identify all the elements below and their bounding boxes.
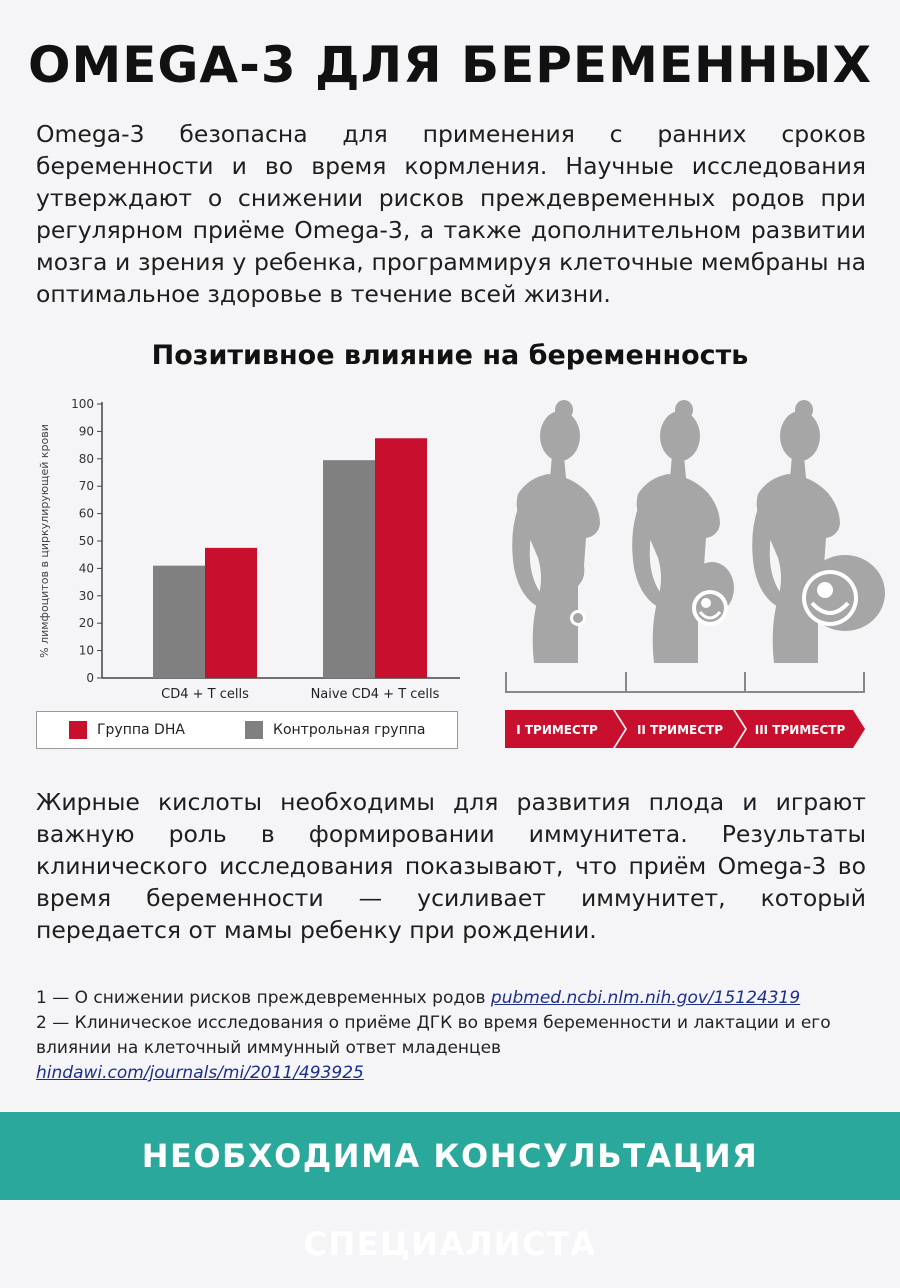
trimester-label-1: I ТРИМЕСТР (516, 723, 598, 737)
y-tick-label: 80 (78, 451, 94, 466)
y-axis-label: % лимфоцитов в циркулирующей крови (38, 424, 51, 658)
silhouette-trimester-2 (632, 400, 734, 663)
silhouette-trimester-3 (752, 400, 885, 663)
y-tick-label: 70 (78, 479, 94, 494)
legend-item-control (245, 721, 425, 739)
y-tick-label: 30 (78, 588, 94, 603)
chart-legend (36, 711, 458, 749)
silhouette-trimester-1 (512, 400, 600, 663)
trimester-label-3: III ТРИМЕСТР (754, 723, 846, 737)
bar-control-1 (153, 566, 205, 678)
x-tick-label: CD4 + T cells (161, 687, 249, 702)
references (36, 986, 866, 1086)
reference-1-link[interactable]: pubmed.ncbi.nlm.nih.gov/15124319 (490, 988, 801, 1008)
reference-2-link[interactable]: hindawi.com/journals/mi/2011/493925 (36, 1063, 364, 1083)
legend-swatch-dha (69, 721, 87, 739)
legend-item-dha (69, 721, 185, 739)
y-tick-label: 60 (78, 506, 94, 521)
y-tick-label: 10 (78, 643, 94, 658)
bar-chart (30, 390, 470, 710)
body-paragraph: Жирные кислоты необходимы для развития плода и играют важную роль в формировании иммунитета. Результаты клинического исследования показывают, что приём Omega-3 во время беременности — усиливает иммунитет, который передается от мамы ребенку при рождении. (36, 788, 866, 944)
y-tick-label: 40 (78, 561, 94, 576)
intro-paragraph: Omega-3 безопасна для применения с ранних сроков беременности и во время кормления. Научные исследования утверждают о снижении рисков преждевременных родов при регулярном приёме Omega-3, а также дополнительном развитии мозга и зрения у ребенка, программируя клеточные мембраны на оптимальное здоровье в течение всей жизни. (36, 120, 866, 308)
footer-banner: НЕОБХОДИМА КОНСУЛЬТАЦИЯ СПЕЦИАЛИСТА (0, 1112, 900, 1200)
section-title: Позитивное влияние на беременность (151, 340, 749, 371)
legend-label-control: Контрольная группа (273, 722, 426, 738)
bar-dha-2 (375, 438, 427, 678)
page-title: OMEGA-3 ДЛЯ БЕРЕМЕННЫХ (27, 36, 873, 94)
x-tick-label: Naive CD4 + T cells (310, 687, 440, 702)
legend-label-dha: Группа DHA (97, 722, 185, 738)
reference-1-text: 1 — О снижении рисков преждевременных родов (36, 988, 491, 1008)
y-tick-label: 0 (86, 671, 94, 685)
y-tick-label: 20 (78, 616, 94, 631)
bar-control-2 (323, 460, 375, 678)
trimester-bar (505, 710, 870, 752)
trimester-label-2: II ТРИМЕСТР (636, 723, 724, 737)
reference-2-text: 2 — Клиническое исследования о приёме ДГК во время беременности и лактации и его влиянии на клеточный иммунный ответ младенцев (36, 1013, 831, 1058)
legend-swatch-control (245, 721, 263, 739)
y-tick-label: 100 (71, 397, 94, 411)
pregnancy-silhouettes (500, 398, 880, 678)
reference-2 (36, 1011, 866, 1061)
bar-dha-1 (205, 548, 257, 678)
reference-1 (36, 986, 866, 1011)
reference-2-link-row (36, 1061, 866, 1086)
y-tick-label: 90 (78, 424, 94, 439)
y-tick-label: 50 (78, 534, 94, 548)
